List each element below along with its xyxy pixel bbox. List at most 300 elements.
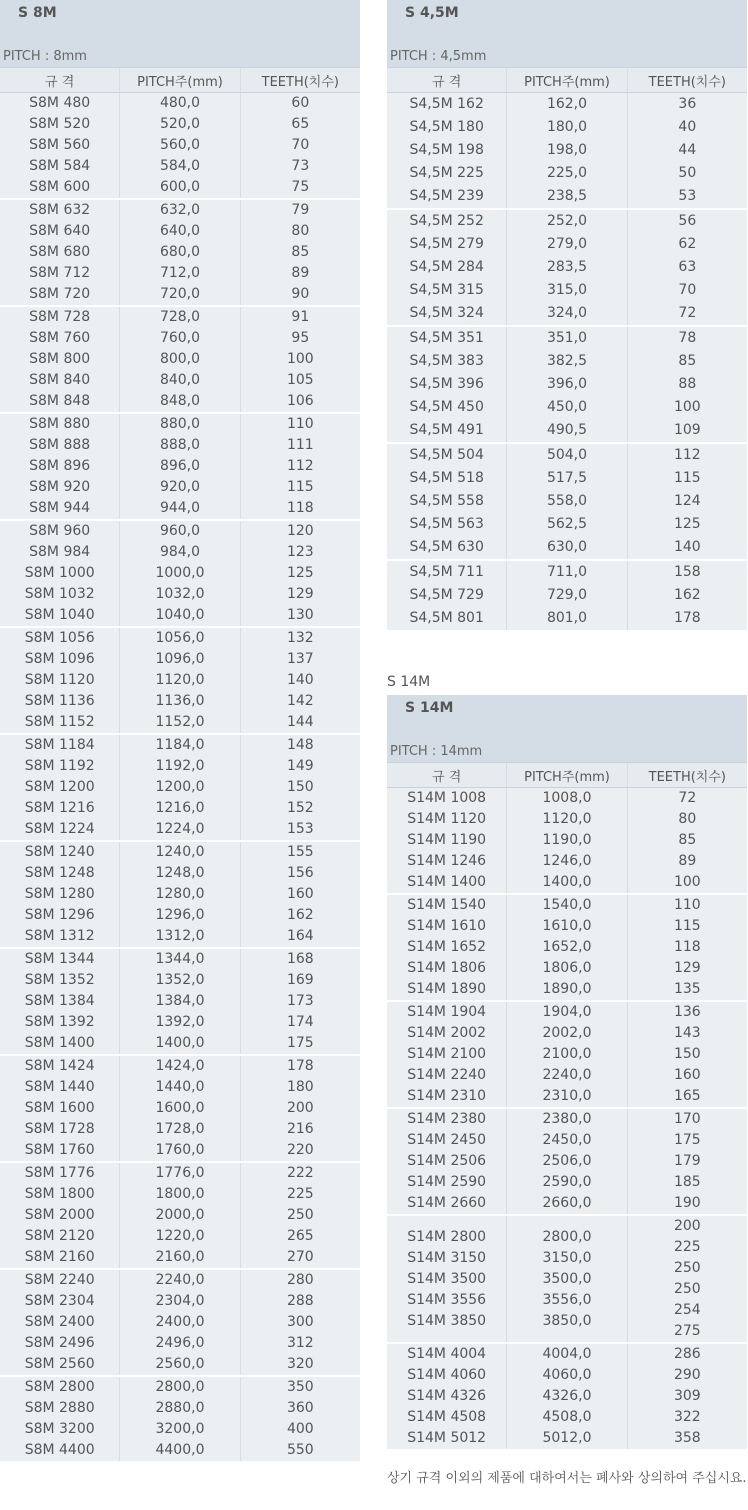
table-cell: 2506,0 <box>542 1153 592 1169</box>
s45m-pitch: PITCH : 4,5mm <box>390 49 487 64</box>
table-cell: S14M 3150 <box>407 1249 487 1266</box>
table-cell: S14M 5012 <box>407 1430 487 1446</box>
s8m-table <box>0 0 360 1463</box>
spec-column <box>387 93 506 208</box>
spec-column <box>0 949 119 1054</box>
pitch-column <box>119 1270 239 1375</box>
table-cell: 350 <box>286 1379 314 1395</box>
pitch-column <box>506 210 626 325</box>
table-cell: 2380,0 <box>542 1111 592 1127</box>
table-cell: 225 <box>673 1239 701 1255</box>
table-cell: 85 <box>291 244 310 260</box>
table-cell: 1392,0 <box>155 1014 205 1030</box>
teeth-column <box>627 1344 747 1449</box>
table-cell: S14M 2590 <box>407 1174 487 1190</box>
teeth-column <box>240 628 360 733</box>
table-cell: 1032,0 <box>155 586 205 602</box>
row-group <box>0 842 360 949</box>
table-cell: 1776,0 <box>155 1165 205 1181</box>
table-cell: 44 <box>678 142 697 158</box>
table-cell: 711,0 <box>546 564 588 580</box>
pitch-column <box>506 444 626 559</box>
table-cell: S8M 520 <box>29 116 91 132</box>
table-cell: S4,5M 315 <box>409 282 484 298</box>
table-cell: 760,0 <box>159 330 201 346</box>
table-cell: 279,0 <box>546 236 588 252</box>
table-cell: 5012,0 <box>542 1430 592 1446</box>
s14m-title: S 14M <box>405 700 454 716</box>
table-cell: S8M 560 <box>29 137 91 153</box>
table-cell: 2304,0 <box>155 1293 205 1309</box>
pitch-column <box>119 307 239 412</box>
table-cell: 600,0 <box>159 179 201 195</box>
table-cell: S8M 2400 <box>24 1314 95 1330</box>
table-cell: 1120,0 <box>542 811 592 827</box>
teeth-column <box>627 561 747 630</box>
table-cell: 112 <box>286 458 314 474</box>
table-cell: 72 <box>678 790 697 806</box>
table-cell: 944,0 <box>159 500 201 516</box>
s14m-title-bar <box>387 695 747 762</box>
table-cell: 238,5 <box>546 188 588 204</box>
table-cell: 1248,0 <box>155 865 205 881</box>
teeth-column <box>240 200 360 305</box>
table-cell: S4,5M 558 <box>409 493 484 509</box>
row-group <box>387 895 747 1002</box>
spec-column <box>387 327 506 442</box>
table-cell: 178 <box>673 610 701 626</box>
table-cell: S8M 1296 <box>24 907 95 923</box>
table-cell: S8M 1600 <box>24 1100 95 1116</box>
table-cell: S8M 680 <box>29 244 91 260</box>
table-cell: S4,5M 383 <box>409 353 484 369</box>
table-cell: 290 <box>673 1367 701 1383</box>
table-cell: 630,0 <box>546 539 588 555</box>
spec-column <box>0 307 119 412</box>
table-cell: 160 <box>673 1067 701 1083</box>
table-cell: 73 <box>291 158 310 174</box>
table-cell: S4,5M 279 <box>409 236 484 252</box>
table-cell: 358 <box>673 1430 701 1446</box>
table-cell: 79 <box>291 202 310 218</box>
table-cell: 1890,0 <box>542 981 592 997</box>
table-cell: 4060,0 <box>542 1367 592 1383</box>
table-cell: 110 <box>286 416 314 432</box>
table-cell: 115 <box>673 470 701 486</box>
table-cell: 584,0 <box>159 158 201 174</box>
pitch-column <box>119 735 239 840</box>
table-cell: 200 <box>286 1100 314 1116</box>
table-cell: S8M 1200 <box>24 779 95 795</box>
table-cell: 312 <box>286 1335 314 1351</box>
table-cell: 322 <box>673 1409 701 1425</box>
teeth-column <box>627 1002 747 1107</box>
table-cell: S14M 2240 <box>407 1067 487 1083</box>
table-cell: 143 <box>673 1025 701 1041</box>
table-cell: 1806,0 <box>542 960 592 976</box>
table-cell: S14M 1540 <box>407 897 487 913</box>
table-cell: S14M 2800 <box>407 1228 487 1245</box>
table-cell: S14M 2002 <box>407 1025 487 1041</box>
table-cell: S4,5M 563 <box>409 516 484 532</box>
table-cell: 137 <box>286 651 314 667</box>
table-cell: 562,5 <box>546 516 588 532</box>
table-cell: 1400,0 <box>155 1035 205 1051</box>
table-cell: 152 <box>286 800 314 816</box>
spec-column <box>387 444 506 559</box>
teeth-column <box>627 210 747 325</box>
table-cell: 550 <box>286 1442 314 1458</box>
table-cell: 220 <box>286 1142 314 1158</box>
spec-column <box>387 895 506 1000</box>
table-cell: 162 <box>286 907 314 923</box>
pitch-column <box>506 1216 626 1342</box>
table-cell: S4,5M 518 <box>409 470 484 486</box>
table-cell: 1344,0 <box>155 951 205 967</box>
table-cell: 148 <box>286 737 314 753</box>
row-group <box>0 93 360 200</box>
pitch-column <box>119 949 239 1054</box>
table-cell: S8M 2160 <box>24 1249 95 1265</box>
table-cell: S4,5M 225 <box>409 165 484 181</box>
table-cell: 265 <box>286 1228 314 1244</box>
table-cell: S8M 712 <box>29 265 91 281</box>
table-cell: 56 <box>678 213 697 229</box>
table-cell: S14M 3850 <box>407 1312 487 1329</box>
table-cell: 2000,0 <box>155 1207 205 1223</box>
table-cell: S4,5M 630 <box>409 539 484 555</box>
table-cell: 135 <box>673 981 701 997</box>
table-cell: S8M 1280 <box>24 886 95 902</box>
table-cell: S4,5M 239 <box>409 188 484 204</box>
table-cell: S8M 2120 <box>24 1228 95 1244</box>
table-cell: S4,5M 801 <box>409 610 484 626</box>
table-cell: S4,5M 711 <box>409 564 484 580</box>
table-cell: 880,0 <box>159 416 201 432</box>
table-cell: S14M 1890 <box>407 981 487 997</box>
row-group <box>0 1163 360 1270</box>
table-cell: 680,0 <box>159 244 201 260</box>
table-cell: S4,5M 162 <box>409 96 484 112</box>
table-cell: S8M 1216 <box>24 800 95 816</box>
table-cell: 1220,0 <box>155 1228 205 1244</box>
table-cell: S8M 1424 <box>24 1058 95 1074</box>
table-cell: S14M 1652 <box>407 939 487 955</box>
pitch-header: PITCH주(mm) <box>506 68 626 92</box>
table-cell: 320 <box>286 1356 314 1372</box>
table-cell: 106 <box>286 393 314 409</box>
table-cell: 89 <box>678 853 697 869</box>
table-cell: S8M 840 <box>29 372 91 388</box>
spec-column <box>0 1270 119 1375</box>
table-cell: S8M 880 <box>29 416 91 432</box>
table-cell: 1008,0 <box>542 790 592 806</box>
spec-column <box>387 1109 506 1214</box>
row-group <box>387 561 747 632</box>
table-cell: 80 <box>291 223 310 239</box>
row-group <box>387 788 747 895</box>
table-cell: 95 <box>291 330 310 346</box>
table-cell: S14M 1120 <box>407 811 487 827</box>
table-cell: S8M 1192 <box>24 758 95 774</box>
table-cell: S14M 2100 <box>407 1046 487 1062</box>
table-cell: 283,5 <box>546 259 588 275</box>
teeth-column <box>627 93 747 208</box>
table-cell: 517,5 <box>546 470 588 486</box>
table-cell: 275 <box>673 1323 701 1339</box>
table-cell: S4,5M 180 <box>409 119 484 135</box>
table-cell: 4508,0 <box>542 1409 592 1425</box>
table-cell: 129 <box>673 960 701 976</box>
table-cell: 3850,0 <box>542 1312 592 1329</box>
table-cell: 351,0 <box>546 330 588 346</box>
table-cell: S8M 1760 <box>24 1142 95 1158</box>
table-cell: 100 <box>286 351 314 367</box>
pitch-column <box>506 895 626 1000</box>
table-cell: 480,0 <box>159 95 201 111</box>
table-cell: 840,0 <box>159 372 201 388</box>
table-cell: S8M 960 <box>29 523 91 539</box>
spec-column <box>0 1377 119 1461</box>
table-cell: S8M 896 <box>29 458 91 474</box>
table-cell: S8M 1000 <box>24 565 95 581</box>
spec-column <box>387 788 506 893</box>
table-cell: S8M 984 <box>29 544 91 560</box>
table-cell: S14M 1400 <box>407 874 487 890</box>
table-cell: S14M 2506 <box>407 1153 487 1169</box>
table-cell: 91 <box>291 309 310 325</box>
table-cell: 85 <box>678 832 697 848</box>
table-cell: S8M 1136 <box>24 693 95 709</box>
table-cell: S8M 4400 <box>24 1442 95 1458</box>
spec-column <box>0 735 119 840</box>
row-group <box>387 327 747 444</box>
pitch-column <box>119 93 239 198</box>
s45m-groups <box>387 93 747 632</box>
table-cell: 2002,0 <box>542 1025 592 1041</box>
table-cell: 382,5 <box>546 353 588 369</box>
table-cell: 252,0 <box>546 213 588 229</box>
table-cell: 70 <box>291 137 310 153</box>
table-cell: 288 <box>286 1293 314 1309</box>
pitch-column <box>119 1056 239 1161</box>
pitch-column <box>506 561 626 630</box>
table-cell: 185 <box>673 1174 701 1190</box>
table-cell: 129 <box>286 586 314 602</box>
table-cell: 144 <box>286 714 314 730</box>
table-cell: 162,0 <box>546 96 588 112</box>
row-group <box>387 210 747 327</box>
table-cell: 162 <box>673 587 701 603</box>
table-cell: S8M 1056 <box>24 630 95 646</box>
table-cell: S8M 2240 <box>24 1272 95 1288</box>
s14m-groups <box>387 788 747 1451</box>
table-cell: S8M 1312 <box>24 928 95 944</box>
teeth-column <box>240 842 360 947</box>
table-cell: 173 <box>286 993 314 1009</box>
s14m-section-label: S 14M <box>387 674 431 690</box>
teeth-column <box>240 521 360 626</box>
table-cell: 250 <box>673 1281 701 1297</box>
table-cell: 198,0 <box>546 142 588 158</box>
table-cell: 1440,0 <box>155 1079 205 1095</box>
table-cell: 1728,0 <box>155 1121 205 1137</box>
table-cell: 300 <box>286 1314 314 1330</box>
table-cell: 1152,0 <box>155 714 205 730</box>
table-cell: 72 <box>678 305 697 321</box>
pitch-column <box>506 1344 626 1449</box>
table-cell: S8M 800 <box>29 351 91 367</box>
table-cell: S8M 1776 <box>24 1165 95 1181</box>
table-cell: 1800,0 <box>155 1186 205 1202</box>
table-cell: 640,0 <box>159 223 201 239</box>
spec-column <box>387 210 506 325</box>
table-cell: S8M 1344 <box>24 951 95 967</box>
table-cell: 4400,0 <box>155 1442 205 1458</box>
s45m-title: S 4,5M <box>405 5 459 21</box>
table-cell: 109 <box>673 422 701 438</box>
teeth-column <box>240 949 360 1054</box>
table-cell: S8M 848 <box>29 393 91 409</box>
table-cell: 100 <box>673 874 701 890</box>
table-cell: 115 <box>673 918 701 934</box>
spec-column <box>387 1344 506 1449</box>
table-cell: 396,0 <box>546 376 588 392</box>
table-cell: 125 <box>673 516 701 532</box>
table-cell: 2100,0 <box>542 1046 592 1062</box>
table-cell: 70 <box>678 282 697 298</box>
s8m-pitch: PITCH : 8mm <box>3 49 87 64</box>
table-cell: S8M 2304 <box>24 1293 95 1309</box>
spec-column <box>0 1056 119 1161</box>
table-cell: 125 <box>286 565 314 581</box>
table-cell: 1610,0 <box>542 918 592 934</box>
table-cell: 400 <box>286 1421 314 1437</box>
table-cell: S14M 2310 <box>407 1088 487 1104</box>
table-cell: 50 <box>678 165 697 181</box>
table-cell: 200 <box>673 1218 701 1234</box>
table-cell: S14M 4326 <box>407 1388 487 1404</box>
table-cell: S8M 2000 <box>24 1207 95 1223</box>
table-cell: 2160,0 <box>155 1249 205 1265</box>
table-cell: 180,0 <box>546 119 588 135</box>
teeth-column <box>240 93 360 198</box>
table-cell: 174 <box>286 1014 314 1030</box>
table-cell: 1184,0 <box>155 737 205 753</box>
table-cell: 896,0 <box>159 458 201 474</box>
table-cell: 149 <box>286 758 314 774</box>
s14m-table <box>387 695 747 1451</box>
s45m-table <box>387 0 747 632</box>
table-cell: S8M 1400 <box>24 1035 95 1051</box>
table-cell: 632,0 <box>159 202 201 218</box>
table-cell: S8M 1440 <box>24 1079 95 1095</box>
table-cell: S8M 1728 <box>24 1121 95 1137</box>
row-group <box>0 307 360 414</box>
table-cell: 112 <box>673 447 701 463</box>
table-cell: 1296,0 <box>155 907 205 923</box>
row-group <box>0 200 360 307</box>
table-cell: 888,0 <box>159 437 201 453</box>
table-cell: S8M 1248 <box>24 865 95 881</box>
pitch-column <box>506 93 626 208</box>
table-cell: S8M 760 <box>29 330 91 346</box>
table-cell: 1120,0 <box>155 672 205 688</box>
table-cell: 170 <box>673 1111 701 1127</box>
table-cell: S4,5M 450 <box>409 399 484 415</box>
table-cell: S8M 1384 <box>24 993 95 1009</box>
table-cell: S14M 1904 <box>407 1004 487 1020</box>
table-cell: S8M 3200 <box>24 1421 95 1437</box>
table-cell: S14M 4508 <box>407 1409 487 1425</box>
table-cell: 115 <box>286 479 314 495</box>
table-cell: S4,5M 491 <box>409 422 484 438</box>
table-cell: S8M 1352 <box>24 972 95 988</box>
table-cell: 1280,0 <box>155 886 205 902</box>
table-cell: S4,5M 284 <box>409 259 484 275</box>
pitch-header: PITCH주(mm) <box>119 68 239 92</box>
pitch-header: PITCH주(mm) <box>506 763 626 787</box>
table-cell: S14M 1190 <box>407 832 487 848</box>
table-cell: S4,5M 351 <box>409 330 484 346</box>
table-cell: 1384,0 <box>155 993 205 1009</box>
table-cell: 801,0 <box>546 610 588 626</box>
s8m-title-bar <box>0 0 360 67</box>
table-cell: 920,0 <box>159 479 201 495</box>
table-cell: S8M 888 <box>29 437 91 453</box>
table-cell: 250 <box>286 1207 314 1223</box>
teeth-header: TEETH(치수) <box>240 68 360 92</box>
table-cell: S4,5M 252 <box>409 213 484 229</box>
table-cell: 1652,0 <box>542 939 592 955</box>
table-cell: 179 <box>673 1153 701 1169</box>
table-cell: 178 <box>286 1058 314 1074</box>
pitch-column <box>506 1109 626 1214</box>
spec-column <box>0 1163 119 1268</box>
table-cell: 1352,0 <box>155 972 205 988</box>
table-cell: S14M 4004 <box>407 1346 487 1362</box>
pitch-column <box>506 327 626 442</box>
row-group <box>0 521 360 628</box>
table-cell: 75 <box>291 179 310 195</box>
teeth-column <box>240 307 360 412</box>
table-cell: 1056,0 <box>155 630 205 646</box>
teeth-column <box>627 895 747 1000</box>
table-cell: 124 <box>673 493 701 509</box>
teeth-column <box>627 444 747 559</box>
s8m-column-header <box>0 67 360 93</box>
table-cell: S8M 600 <box>29 179 91 195</box>
table-cell: S4,5M 198 <box>409 142 484 158</box>
table-cell: 309 <box>673 1388 701 1404</box>
table-cell: 286 <box>673 1346 701 1362</box>
pitch-column <box>119 842 239 947</box>
table-cell: 168 <box>286 951 314 967</box>
spec-column <box>0 93 119 198</box>
row-group <box>0 1270 360 1377</box>
row-group <box>0 1056 360 1163</box>
table-cell: 324,0 <box>546 305 588 321</box>
table-cell: S8M 632 <box>29 202 91 218</box>
teeth-column <box>240 1377 360 1461</box>
table-cell: 3200,0 <box>155 1421 205 1437</box>
s14m-pitch: PITCH : 14mm <box>390 744 483 759</box>
table-cell: 225,0 <box>546 165 588 181</box>
table-cell: 1192,0 <box>155 758 205 774</box>
table-cell: 118 <box>673 939 701 955</box>
table-cell: 62 <box>678 236 697 252</box>
table-cell: 100 <box>673 399 701 415</box>
